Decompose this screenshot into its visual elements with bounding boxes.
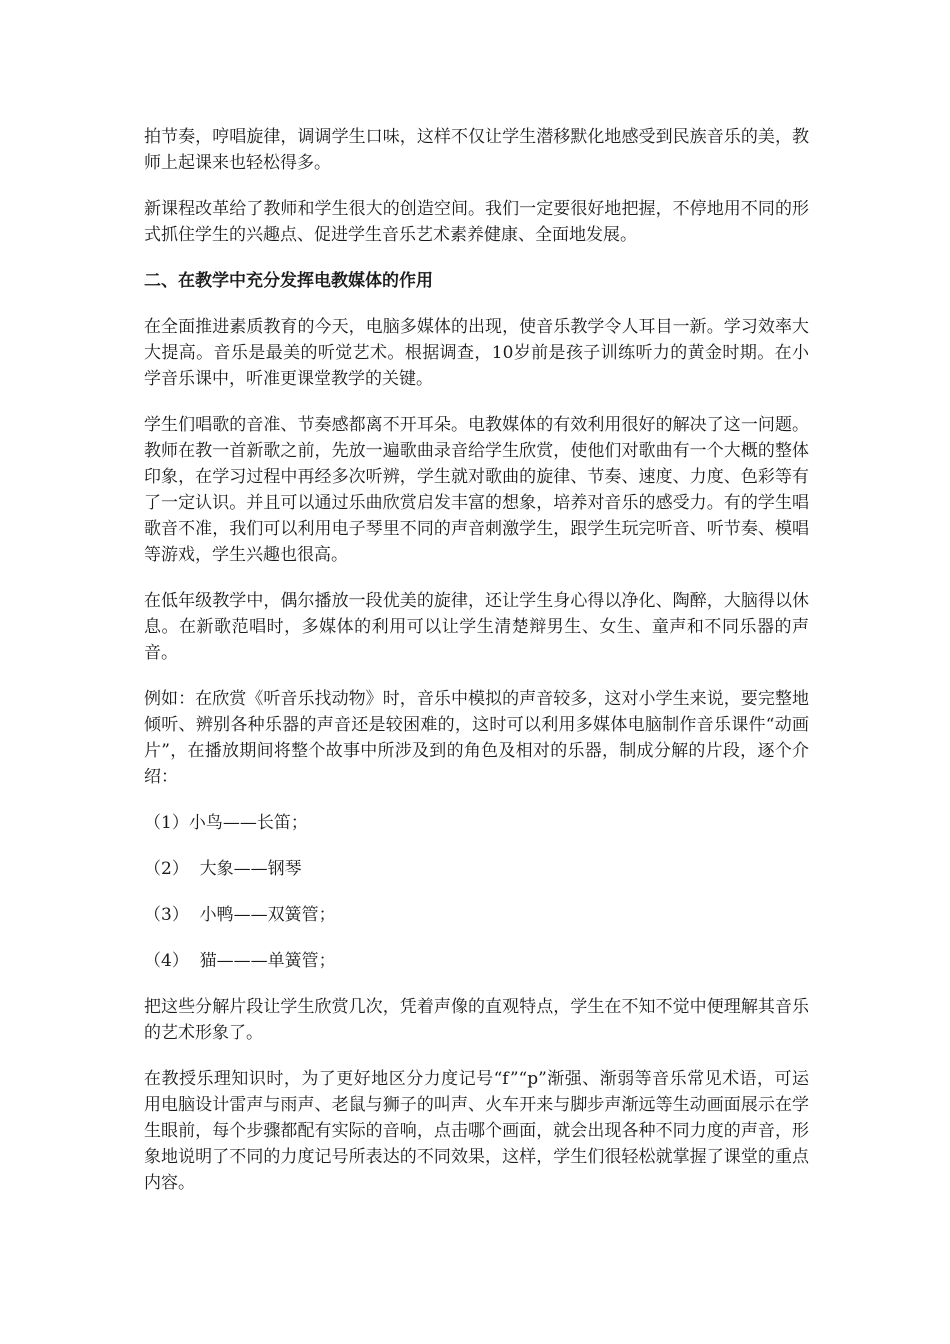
paragraph: 在教授乐理知识时，为了更好地区分力度记号“f”“p”渐强、渐弱等音乐常见术语，可运用电脑设计雷声与雨声、老鼠与狮子的叫声、火车开来与脚步声渐远等生动画面展示在学生眼前，每个步骤都配有实际的音响，点击哪个画面，就会出现各种不同力度的声音，形象地说明了不同的力度记号所表达的不同效果，这样，学生们很轻松就掌握了课堂的重点内容。 <box>144 1069 809 1193</box>
list-item-number: （1） <box>144 813 189 833</box>
document-body <box>144 124 809 1216</box>
paragraph: 例如：在欣赏《听音乐找动物》时，音乐中模拟的声音较多，这对小学生来说，要完整地倾听、辨别各种乐器的声音还是较困难的，这时可以利用多媒体电脑制作音乐课件“动画片”，在播放期间将整个故事中所涉及到的角色及相对的乐器，制成分解的片段，逐个介绍： <box>144 689 809 787</box>
list-item-number: （2） <box>144 859 200 879</box>
list-item-text: 猫———单簧管； <box>199 951 336 971</box>
list-item-text: 小鸟——长笛； <box>188 813 308 833</box>
list-item <box>144 902 809 928</box>
list-item <box>144 810 809 836</box>
list-item <box>144 948 809 974</box>
paragraph: 拍节奏，哼唱旋律，调调学生口味，这样不仅让学生潜移默化地感受到民族音乐的美，教师上起课来也轻松得多。 <box>144 127 809 173</box>
list-item-text: 大象——钢琴 <box>199 859 302 879</box>
paragraph: 把这些分解片段让学生欣赏几次，凭着声像的直观特点，学生在不知不觉中便理解其音乐的艺术形象了。 <box>144 997 809 1043</box>
paragraph: 在全面推进素质教育的今天，电脑多媒体的出现，使音乐教学令人耳目一新。学习效率大大提高。音乐是最美的听觉艺术。根据调查，10岁前是孩子训练听力的黄金时期。在小学音乐课中，听准更课堂教学的关键。 <box>144 317 809 389</box>
list-item <box>144 856 809 882</box>
list-item-number: （4） <box>144 951 200 971</box>
paragraph: 在低年级教学中，偶尔播放一段优美的旋律，还让学生身心得以净化、陶醉，大脑得以休息。在新歌范唱时，多媒体的利用可以让学生清楚辩男生、女生、童声和不同乐器的声音。 <box>144 591 809 663</box>
list-item-number: （3） <box>144 905 200 925</box>
paragraph: 学生们唱歌的音准、节奏感都离不开耳朵。电教媒体的有效利用很好的解决了这一问题。教师在教一首新歌之前，先放一遍歌曲录音给学生欣赏，使他们对歌曲有一个大概的整体印象，在学习过程中再经多次听辨，学生就对歌曲的旋律、节奏、速度、力度、色彩等有了一定认识。并且可以通过乐曲欣赏启发丰富的想象，培养对音乐的感受力。有的学生唱歌音不准，我们可以利用电子琴里不同的声音刺激学生，跟学生玩完听音、听节奏、模唱等游戏，学生兴趣也很高。 <box>144 415 809 565</box>
list-item-text: 小鸭——双簧管； <box>199 905 336 925</box>
paragraph: 新课程改革给了教师和学生很大的创造空间。我们一定要很好地把握，不停地用不同的形式抓住学生的兴趣点、促进学生音乐艺术素养健康、全面地发展。 <box>144 199 809 245</box>
section-heading: 二、在教学中充分发挥电教媒体的作用 <box>144 271 433 291</box>
